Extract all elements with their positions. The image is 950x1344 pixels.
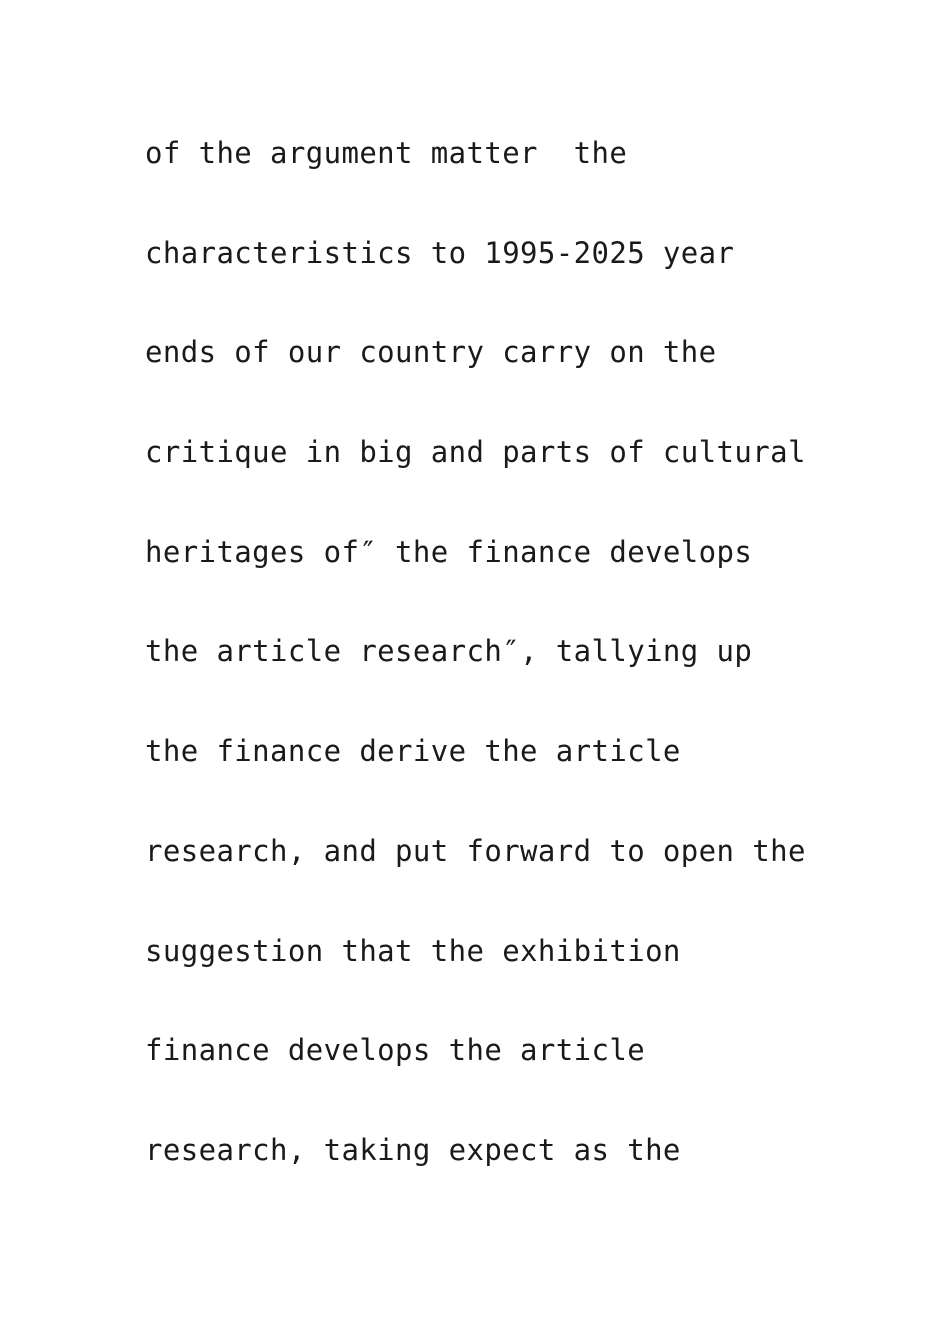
text-line: ends of our country carry on the	[145, 335, 717, 370]
text-line: characteristics to 1995-2025 year	[145, 235, 735, 270]
text-line: critique in big and parts of cultural	[145, 435, 806, 470]
text-line: finance develops the article	[145, 1033, 646, 1068]
text-line: of the argument matter the	[145, 136, 628, 170]
text-line: heritages of″ the finance develops	[145, 534, 753, 569]
text-line: the finance derive the article	[145, 734, 681, 769]
body-text	[145, 128, 905, 1225]
text-line: research, and put forward to open the	[145, 833, 806, 868]
text-line: research, taking expect as the	[145, 1132, 681, 1167]
text-line: the article research″, tallying up	[145, 634, 753, 669]
text-line: suggestion that the exhibition	[145, 933, 681, 968]
